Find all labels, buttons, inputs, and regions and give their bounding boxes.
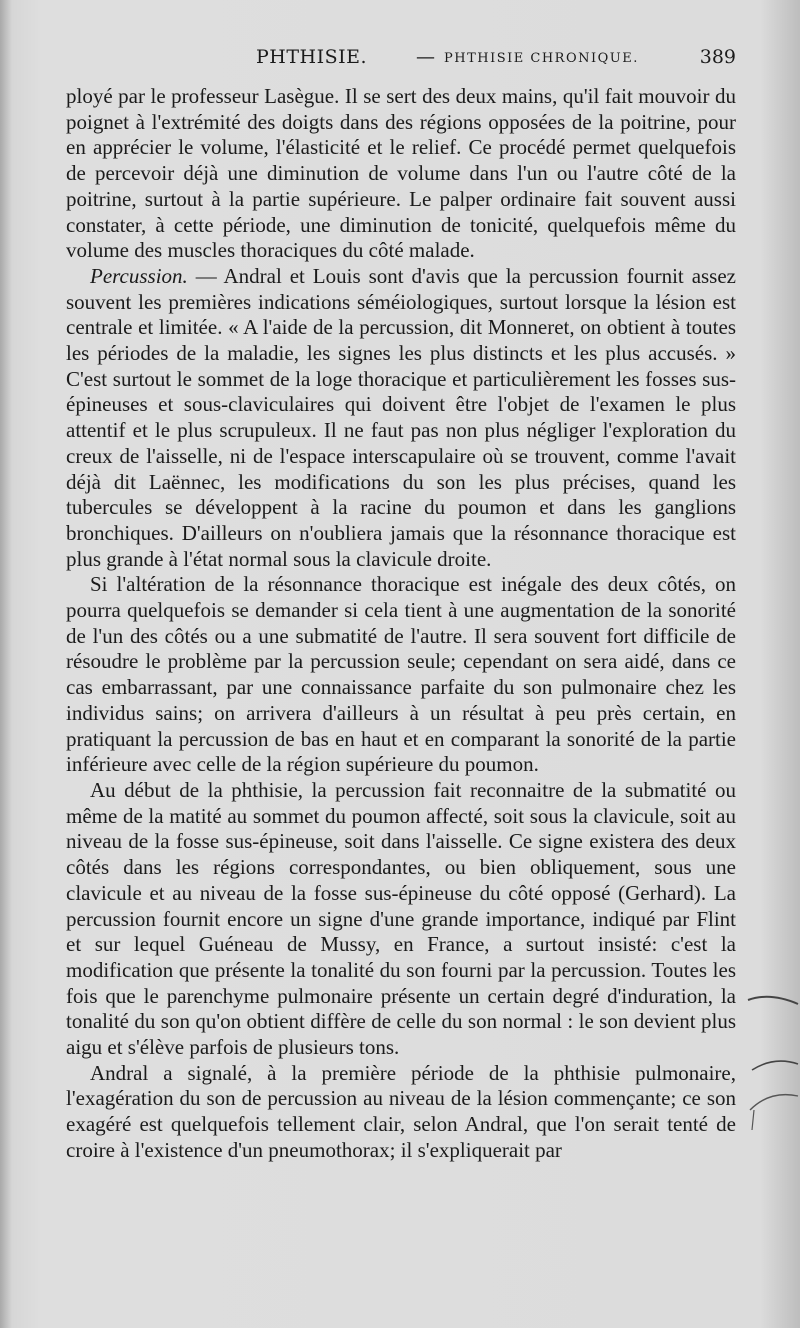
paragraph-4 (66, 778, 736, 1061)
paragraph-text: Si l'altération de la résonnance thoracique est inégale des deux côtés, on pourra quelquefois se demander si cela tient à une augmentation de la sonorité de l'un des côtés ou a une submatité de l'autre. Il sera souvent fort difficile de résoudre le problème par la percussion seule; cependant on sera aidé, dans ce cas embarrassant, par une connaissance parfaite du son pulmonaire chez les individus sains; on arrivera d'ailleurs à un résultat à peu près certain, en pratiquant la percussion de bas en haut et en comparant la sonorité de la partie inférieure avec celle de la région supérieure du poumon. (66, 572, 736, 777)
body-text (66, 84, 736, 1164)
header-separator: — (416, 46, 435, 68)
paragraph-2 (66, 264, 736, 572)
page-number: 389 (699, 46, 736, 68)
paragraph-3 (66, 572, 736, 778)
paragraph-text: Andral a signalé, à la première période de la phthisie pulmonaire, l'exagération du son de percussion au niveau de la lésion commençante; ce son exagéré est quelquefois tellement clair, selon Andral, que l'on serait tenté de croire à l'existence d'un pneumothorax; il s'expliquerait par (66, 1060, 736, 1162)
paragraph-1 (66, 84, 736, 264)
running-head (66, 46, 736, 74)
paragraph-text: ployé par le professeur Lasègue. Il se sert des deux mains, qu'il fait mouvoir du poignet à l'extrémité des doigts dans des régions opposées de la poitrine, pour en apprécier le volume, l'élasticité et le relief. Ce procédé permet quelquefois de percevoir déjà une diminution de volume dans l'un ou l'autre côté de la poitrine, surtout à la partie supérieure. Le palper ordinaire fait souvent aussi constater, à cette période, une diminution de tonicité, quelquefois même du volume des muscles thoraciques du côté malade. (66, 84, 736, 263)
chapter-title: PHTHISIE. (256, 46, 368, 68)
paragraph-text: Au début de la phthisie, la percussion fait reconnaitre de la submatité ou même de la matité au sommet du poumon affecté, soit sous la clavicule, soit au niveau de la fosse sus-épineuse, soit dans l'aisselle. Ce signe existera des deux côtés dans les régions correspondantes, ou bien obliquement, sous une clavicule et au niveau de la fosse sus-épineuse du côté opposé (Gerhard). La percussion fournit encore un signe d'une grande importance, indiqué par Flint et sur lequel Guéneau de Mussy, en France, a surtout insisté: c'est la modification que présente la tonalité du son fourni par la percussion. Toutes les fois que le parenchyme pulmonaire présente un certain degré d'induration, la tonalité du son qu'on obtient diffère de celle du son normal : le son devient plus aigu et s'élève parfois de plusieurs tons. (66, 777, 736, 1060)
paragraph-5 (66, 1061, 736, 1164)
section-heading: Percussion. (90, 263, 188, 288)
margin-pencil-marks (740, 960, 800, 1140)
section-title: PHTHISIE CHRONIQUE. (444, 51, 639, 66)
paragraph-text: — Andral et Louis sont d'avis que la percussion fournit assez souvent les premières indications séméiologiques, surtout lorsque la lésion est centrale et limitée. « A l'aide de la percussion, dit Monneret, on obtient à toutes les périodes de la maladie, les signes les plus distincts et les plus accusés. » C'est surtout le sommet de la loge thoracique et particulièrement les fosses sus-épineuses et sous-claviculaires qui doivent être l'objet de l'examen le plus attentif et le plus scrupuleux. Il ne faut pas non plus négliger l'exploration du creux de l'aisselle, ni de l'espace interscapulaire où se trouvent, comme l'avait déjà dit Laënnec, les modifications du son les plus précises, quand les tubercules se développent à la racine du poumon et dans les ganglions bronchiques. D'ailleurs on n'oubliera jamais que la résonnance thoracique est plus grande à l'état normal sous la clavicule droite. (66, 263, 736, 571)
